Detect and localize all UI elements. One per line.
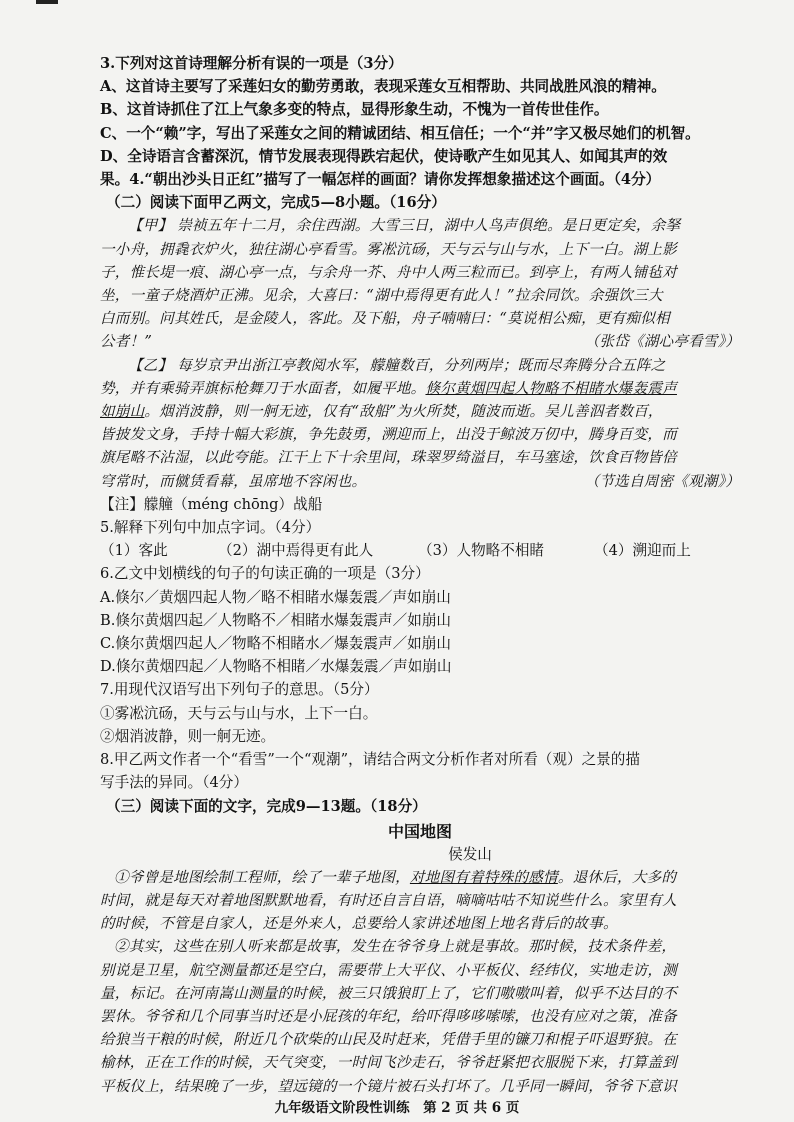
q3-head: 3.下列对这首诗理解分析有误的一项是（3分）: [100, 55, 403, 72]
jia-line-6: [100, 330, 740, 353]
p1-underlined-phrase: 对地图有着特殊的感情: [409, 868, 558, 886]
p2-line-5: 给狼当干粮的时候，附近几个砍柴的山民及时赶来，凭借手里的镰刀和棍子吓退野狼。在: [100, 1031, 677, 1049]
jia-line-2: 一小舟，拥毳衣炉火，独往湖心亭看雪。雾凇沆砀，天与云与山与水，上下一白。湖上影: [100, 240, 677, 258]
yi-line-4: 皆披发文身，手持十幅大彩旗，争先鼓勇，溯迎而上，出没于鲸波万仞中，腾身百变，而: [100, 426, 677, 444]
yi-line-2-text: 势，并有乘骑弄旗标枪舞刀于水面者，如履平地。: [100, 379, 426, 397]
q7-head: 7.用现代汉语写出下列句子的意思。（5分）: [100, 681, 379, 699]
p2-line-3: 量，标记。在河南嵩山测量的时候，被三只饿狼盯上了，它们嗷嗷叫着，似乎不达目的不: [100, 984, 677, 1002]
corner-mark: [36, 0, 58, 4]
part2-head: （二）阅读下面甲乙两文，完成5—8小题。（16分）: [106, 194, 446, 212]
jia-end: 公者！”: [100, 333, 153, 351]
q4-line: 果。4.“朝出沙头日正红”描写了一幅怎样的画面？请你发挥想象描述这个画面。（4分）: [100, 171, 661, 189]
q3-option-a: A、这首诗主要写了采莲妇女的勤劳勇敢，表现采莲女互相帮助、共同战胜风浪的精神。: [100, 78, 666, 96]
p1-line-1-end: 。退休后，大多的: [557, 868, 677, 886]
p2-line-2: 别说是卫星，航空测量都还是空白，需要带上大平仪、小平板仪、经纬仪，实地走访，测: [100, 961, 677, 979]
yi-line-5: 旗尾略不沾湿，以此夸能。江干上下十余里间，珠翠罗绮溢目，车马塞途，饮食百物皆倍: [100, 449, 677, 467]
article-title: 中国地图: [387, 821, 452, 841]
yi-end: 穹常时，而僦赁看幕，虽席地不容闲也。: [100, 472, 367, 490]
exam-page: [100, 52, 740, 1098]
jia-line-5: 白而别。问其姓氏，是金陵人，客此。及下船，舟子喃喃曰：“莫说相公痴，更有痴似相: [100, 310, 670, 328]
p2-line-1: ②其实，这些在别人听来都是故事，发生在爷爷身上就是事故。那时候，技术条件差，: [114, 938, 677, 956]
q5-items: [100, 539, 740, 562]
part3-head: （三）阅读下面的文字，完成9—13题。（18分）: [106, 797, 427, 815]
p2-line-6: 榆林，正在工作的时候，天气突变，一时间飞沙走石，爷爷赶紧把衣服脱下来，打算盖到: [100, 1054, 677, 1072]
yi-line-3: [100, 400, 740, 423]
q7-sentence-2: ②烟消波静，则一舸无迹。: [100, 727, 276, 745]
yi-underlined-sentence-part1: 倏尔黄烟四起人物略不相睹水爆轰震声: [425, 379, 677, 397]
yi-line-1: 【乙】 每岁京尹出浙江亭教阅水军，艨艟数百，分列两岸；既而尽奔腾分合五阵之: [128, 356, 666, 374]
yi-underlined-sentence-part2: 如崩山: [100, 403, 145, 421]
p1-line-2: 时间，就是每天对着地图默默地看，有时还自言自语，嘀嘀咕咕不知说些什么。家里有人: [100, 891, 677, 909]
note-line: 【注】艨艟（méng chōng）战船: [100, 495, 323, 513]
q6-option-c: C.倏尔黄烟四起人／物略不相睹水／爆轰震声／如崩山: [100, 635, 451, 653]
p1-line-3: 的时候，不管是自家人，还是外来人，总要给人家讲述地图上地名背后的故事。: [100, 915, 618, 933]
q6-option-b: B.倏尔黄烟四起／人物略不／相睹水爆轰震声／如崩山: [100, 611, 452, 629]
q5-item-1: （1）客此: [100, 542, 168, 560]
yi-line-3-text: 。烟消波静，则一舸无迹，仅有“敌船”为火所焚，随波而逝。吴儿善泅者数百，: [144, 403, 663, 421]
q7-sentence-1: ①雾凇沆砀，天与云与山与水，上下一白。: [100, 704, 378, 722]
p2-line-4: 罢休。爷爷和几个同事当时还是小屁孩的年纪，给吓得哆哆嗦嗦，也没有应对之策，准备: [100, 1007, 677, 1025]
q5-item-4: （4）溯迎而上: [594, 542, 691, 560]
q3-option-c: C、一个“赖”字，写出了采莲女之间的精诚团结、相互信任；一个“并”字又极尽她们的机智。: [100, 124, 700, 142]
jia-line-1: 【甲】 崇祯五年十二月，余住西湖。大雪三日，湖中人鸟声俱绝。是日更定矣，余拏: [128, 217, 681, 235]
q3-option-d-line1: D、全诗语言含蓄深沉，情节发展表现得跌宕起伏，使诗歌产生如见其人、如闻其声的效: [100, 147, 668, 165]
yi-line-6: [100, 470, 740, 493]
yi-line-2: [100, 377, 740, 400]
jia-source: （张岱《湖心亭看雪》）: [584, 333, 740, 351]
q6-head: 6.乙文中划横线的句子的句读正确的一项是（3分）: [100, 565, 430, 583]
q3-option-b: B、这首诗抓住了江上气象多变的特点，显得形象生动，不愧为一首传世佳作。: [100, 101, 609, 119]
q5-head: 5.解释下列句中加点字词。（4分）: [100, 519, 321, 537]
q5-item-3: （3）人物略不相睹: [418, 542, 545, 560]
p2-line-7: 平板仪上，结果晚了一步，望远镜的一个镜片被石头打坏了。几乎同一瞬间，爷爷下意识: [100, 1077, 677, 1095]
q6-option-d: D.倏尔黄烟四起／人物略不相睹／水爆轰震／声如崩山: [100, 658, 452, 676]
article-author: 侯发山: [448, 845, 492, 863]
p1-line-1-text: ①爷曾是地图绘制工程师，绘了一辈子地图，: [114, 868, 410, 886]
q8-line-1: 8.甲乙两文作者一个“看雪”一个“观潮”，请结合两文分析作者对所看（观）之景的描: [100, 751, 640, 769]
jia-line-4: 坐，一童子烧酒炉正沸。见余，大喜曰：“湖中焉得更有此人！”拉余同饮。余强饮三大: [100, 287, 663, 305]
yi-source: （节选自周密《观潮》）: [584, 472, 740, 490]
p1-line-1: [100, 866, 740, 889]
jia-line-3: 子，惟长堤一痕、湖心亭一点，与余舟一芥、舟中人两三粒而已。到亭上，有两人铺毡对: [100, 263, 677, 281]
q6-option-a: A.倏尔／黄烟四起人物／略不相睹水爆轰震／声如崩山: [100, 588, 451, 606]
page-footer: 九年级语文阶段性训练 第 2 页 共 6 页: [274, 1100, 520, 1116]
q5-item-2: （2）湖中焉得更有此人: [218, 542, 374, 560]
q8-line-2: 写手法的异同。（4分）: [100, 774, 248, 792]
